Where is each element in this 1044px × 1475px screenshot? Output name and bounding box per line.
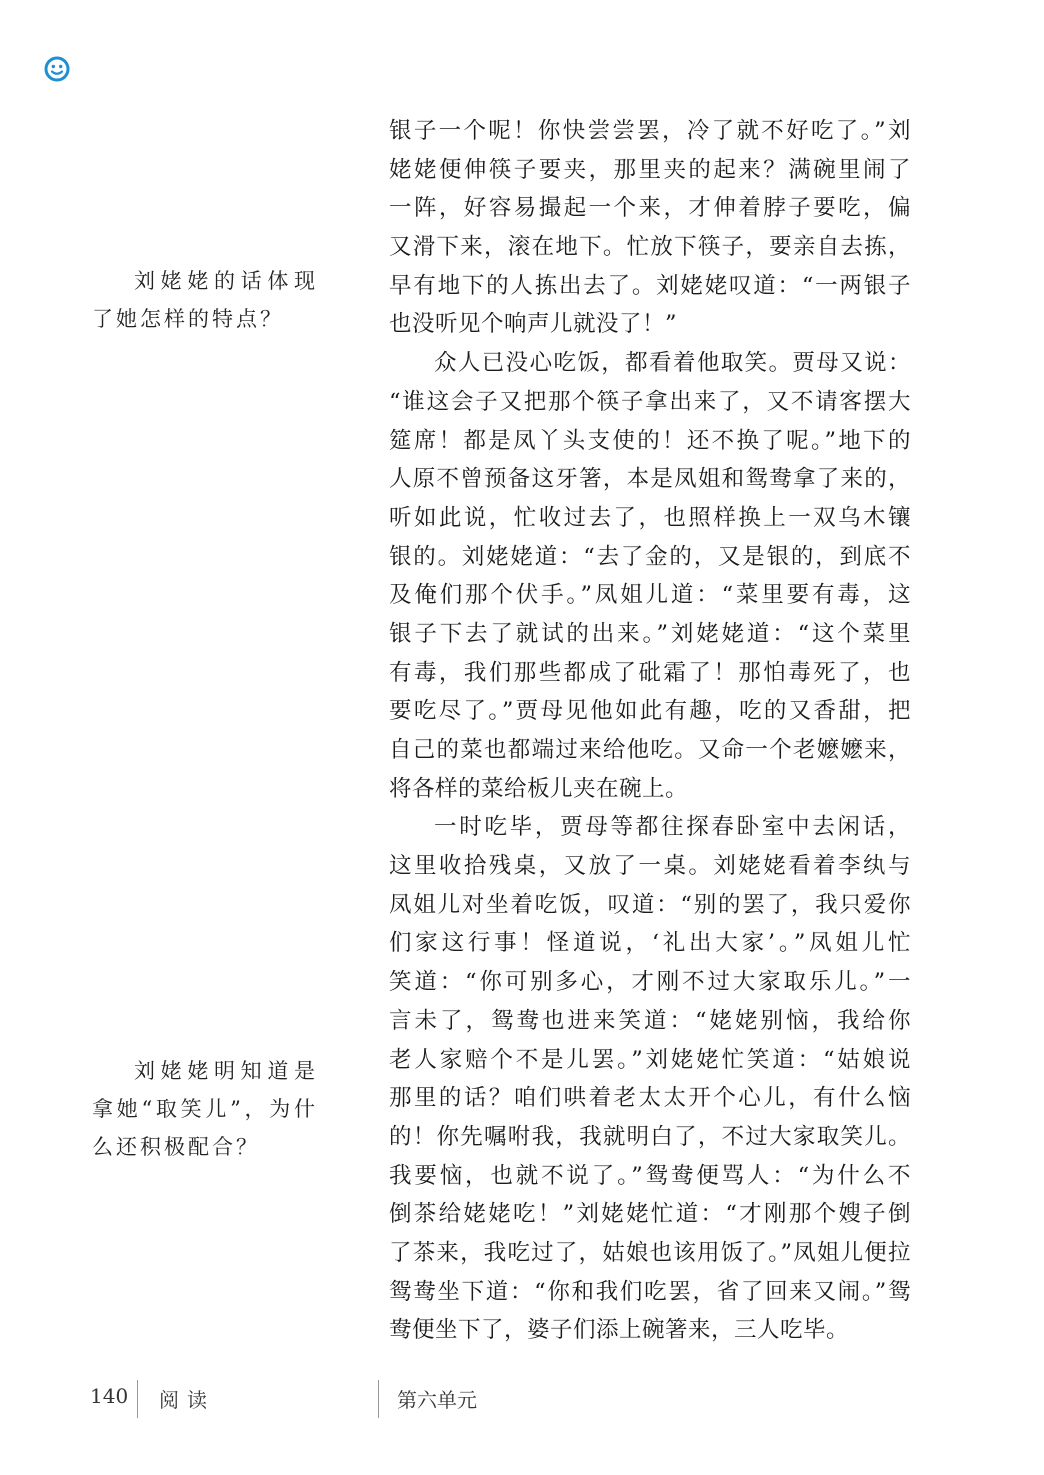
text-line: 凤姐儿对坐着吃饭，叹道：“别的罢了，我只爱你 (389, 891, 911, 918)
text-line: 老人家赔个不是儿罢。”刘姥姥忙笑道：“姑娘说 (389, 1046, 911, 1073)
text-line: 一时吃毕，贾母等都往探春卧室中去闲话， (434, 814, 911, 841)
text-line: 我要恼，也就不说了。”鸳鸯便骂人：“为什么不 (389, 1162, 911, 1189)
text-line: 的！你先嘱咐我，我就明白了，不过大家取笑儿。 (389, 1123, 911, 1150)
footer-divider (378, 1380, 379, 1418)
smiley-face-icon (44, 56, 70, 82)
text-line: 银的。刘姥姥道：“去了金的，又是银的，到底不 (389, 543, 911, 570)
text-line: 姥姥便伸筷子要夹，那里夹的起来？满碗里闹了 (389, 156, 911, 183)
page-number: 140 (90, 1384, 129, 1408)
text-line: 众人已没心吃饭，都看着他取笑。贾母又说： (434, 350, 911, 377)
text-line: 早有地下的人拣出去了。刘姥姥叹道：“一两银子 (389, 272, 911, 299)
text-line: 鸯便坐下了，婆子们添上碗箸来，三人吃毕。 (389, 1317, 850, 1344)
text-line: “谁这会子又把那个筷子拿出来了，又不请客摆大 (389, 388, 911, 415)
text-line: 银子下去了就试的出来。”刘姥姥道：“这个菜里 (389, 620, 911, 647)
text-line: 要吃尽了。”贾母见他如此有趣，吃的又香甜，把 (389, 698, 911, 725)
text-line: 这里收拾残桌，又放了一桌。刘姥姥看着李纨与 (389, 853, 911, 880)
text-line: 鸳鸯坐下道：“你和我们吃罢，省了回来又闹。”鸳 (389, 1278, 911, 1305)
text-line: 们家这行事！怪道说，‘礼出大家’。”凤姐儿忙 (389, 930, 911, 957)
text-line: 听如此说，忙收过去了，也照样换上一双乌木镶 (389, 504, 911, 531)
text-line: 银子一个呢！你快尝尝罢，冷了就不好吃了。”刘 (389, 118, 911, 144)
footer-divider (137, 1380, 138, 1418)
section-title: 阅读 (159, 1388, 215, 1412)
text-line: 倒茶给姥姥吃！”刘姥姥忙道：“才刚那个嫂子倒 (389, 1201, 911, 1228)
text-line: 又滑下来，滚在地下。忙放下筷子，要亲自去拣， (389, 234, 911, 261)
text-line: 有毒，我们那些都成了砒霜了！那怕毒死了，也 (389, 659, 911, 686)
text-line: 及俺们那个伏手。”凤姐儿道：“菜里要有毒，这 (389, 582, 911, 609)
text-line: 言未了，鸳鸯也进来笑道：“姥姥别恼，我给你 (389, 1007, 911, 1034)
margin-question-2: 刘姥姥明知道是拿她“取笑儿”，为什么还积极配合？ (92, 1059, 318, 1159)
text-line: 也没听见个响声儿就没了！” (389, 311, 678, 338)
body-text (389, 112, 911, 1350)
text-line: 一阵，好容易撮起一个来，才伸着脖子要吃，偏 (389, 195, 911, 222)
text-line: 了茶来，我吃过了，姑娘也该用饭了。”凤姐儿便拉 (389, 1239, 911, 1266)
text-line: 自己的菜也都端过来给他吃。又命一个老嬷嬷来， (389, 737, 911, 763)
text-line: 筵席！都是凤丫头支使的！还不换了呢。”地下的 (389, 427, 911, 454)
text-line: 人原不曾预备这牙箸，本是凤姐和鸳鸯拿了来的， (389, 466, 911, 493)
text-line: 笑道：“你可别多心，才刚不过大家取乐儿。”一 (389, 969, 911, 996)
margin-question-1: 刘姥姥的话体现了她怎样的特点？ (92, 269, 318, 331)
text-line: 将各样的菜给板儿夹在碗上。 (389, 775, 689, 802)
unit-title: 第六单元 (397, 1388, 477, 1412)
text-line: 那里的话？咱们哄着老太太开个心儿，有什么恼 (389, 1085, 911, 1112)
